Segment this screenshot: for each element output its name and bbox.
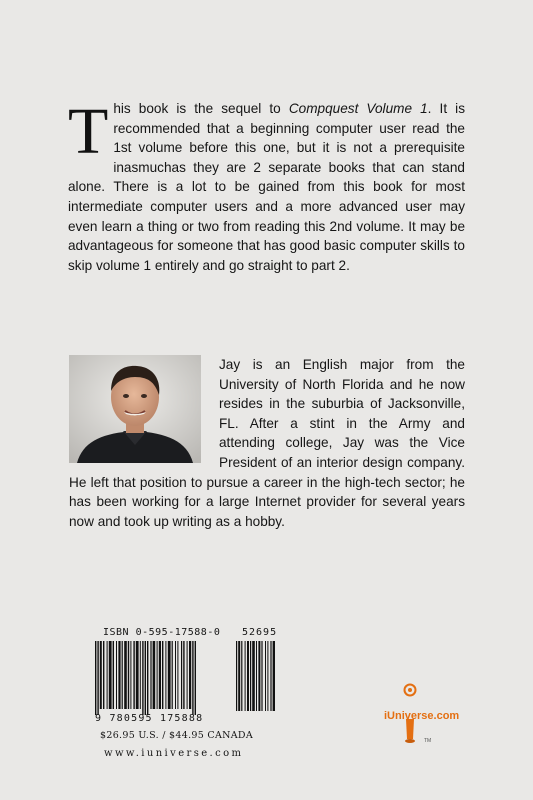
barcode-bar bbox=[100, 641, 102, 709]
barcode-bar bbox=[189, 641, 191, 709]
publisher-name: iUniverse.com bbox=[384, 710, 460, 722]
barcode-bar bbox=[195, 641, 196, 715]
intro-paragraph bbox=[68, 95, 465, 275]
barcode-bar bbox=[113, 641, 114, 709]
barcode-bar bbox=[270, 641, 271, 711]
barcode-bar bbox=[267, 641, 268, 711]
intro-text-start: his book is the sequel to bbox=[113, 101, 289, 116]
barcode-bar bbox=[192, 641, 193, 715]
barcode-bar bbox=[133, 641, 134, 709]
intro-text-rest: . It is recommended that a beginning computer user read the 1st volume before this one, but it is not a prerequisite inasmuchas they are 2 separate books that can stand alone. There is a lot to be gained from this book for most intermediate computer users and a more advanced user may even learn a thing or two from reading this 2nd volume. It may be advantageous for someone that has good basic computer skills to skip volume 1 entirely and go straight to part 2. bbox=[68, 101, 465, 273]
isbn-label: ISBN 0-595-17588-0 bbox=[103, 627, 221, 638]
barcode-bar bbox=[118, 641, 120, 709]
barcode-bar bbox=[130, 641, 131, 709]
barcode-bar bbox=[150, 641, 151, 709]
barcode-bar bbox=[157, 641, 158, 709]
barcode-bar bbox=[187, 641, 188, 709]
barcode-bar bbox=[136, 641, 139, 709]
barcode-bar bbox=[177, 641, 178, 709]
ean-number: 9 780595 175888 bbox=[95, 713, 204, 724]
barcode-bar bbox=[128, 641, 129, 709]
author-portrait-image bbox=[69, 355, 201, 463]
author-photo bbox=[69, 355, 201, 463]
barcode-bar bbox=[103, 641, 104, 709]
barcode-bar bbox=[245, 641, 246, 711]
publisher-logo bbox=[372, 683, 472, 747]
barcode-bar bbox=[183, 641, 184, 709]
barcode-bar bbox=[162, 641, 163, 709]
barcode-bar bbox=[241, 641, 242, 711]
barcode-bar bbox=[181, 641, 182, 709]
barcode-bar bbox=[145, 641, 146, 715]
barcode-bar bbox=[95, 641, 96, 715]
author-bio: Jay is an English major from the University of North Florida and he now resides in the suburbia of Jacksonville, FL. After a stint in the Army and attending college, Jay was the Vice President of an interior design company. He left that position to pursue a career in the high-tech sector; he has been working for a large Internet provider for several years now and took up writing as a hobby. bbox=[69, 357, 465, 529]
author-section bbox=[69, 355, 465, 531]
barcode-bar bbox=[273, 641, 275, 711]
trademark-mark: TM bbox=[424, 738, 432, 744]
barcode-bar bbox=[153, 641, 156, 709]
drop-cap: T bbox=[68, 95, 109, 168]
barcode-bar bbox=[172, 641, 173, 709]
barcode-bar bbox=[165, 641, 166, 709]
barcode-bar bbox=[140, 641, 141, 709]
barcode-bar bbox=[159, 641, 161, 709]
barcode-bar bbox=[265, 641, 266, 711]
barcode-bar bbox=[256, 641, 257, 711]
barcode-bar bbox=[250, 641, 251, 711]
barcode-bar bbox=[147, 641, 148, 715]
barcode-bar bbox=[109, 641, 112, 709]
barcode-bar bbox=[97, 641, 98, 715]
barcode-bar bbox=[175, 641, 176, 709]
barcode-bar bbox=[142, 641, 143, 715]
website-url: www.iuniverse.com bbox=[104, 748, 244, 759]
barcode-bar bbox=[122, 641, 123, 709]
addon-number: 52695 bbox=[242, 627, 278, 638]
ean-barcode bbox=[95, 641, 233, 715]
barcode-bar bbox=[168, 641, 171, 709]
barcode-bar bbox=[252, 641, 255, 711]
barcode-bar bbox=[238, 641, 240, 711]
barcode-bar bbox=[107, 641, 108, 709]
barcode-bar bbox=[247, 641, 249, 711]
barcode-bar bbox=[261, 641, 262, 711]
barcode-bar bbox=[236, 641, 237, 711]
barcode-bar bbox=[258, 641, 260, 711]
addon-barcode bbox=[236, 641, 285, 711]
barcode-bar bbox=[116, 641, 117, 709]
book-title-reference: Compquest Volume 1 bbox=[288, 101, 428, 116]
barcode-bar bbox=[124, 641, 127, 709]
price-label: $26.95 U.S. / $44.95 CANADA bbox=[100, 730, 253, 741]
